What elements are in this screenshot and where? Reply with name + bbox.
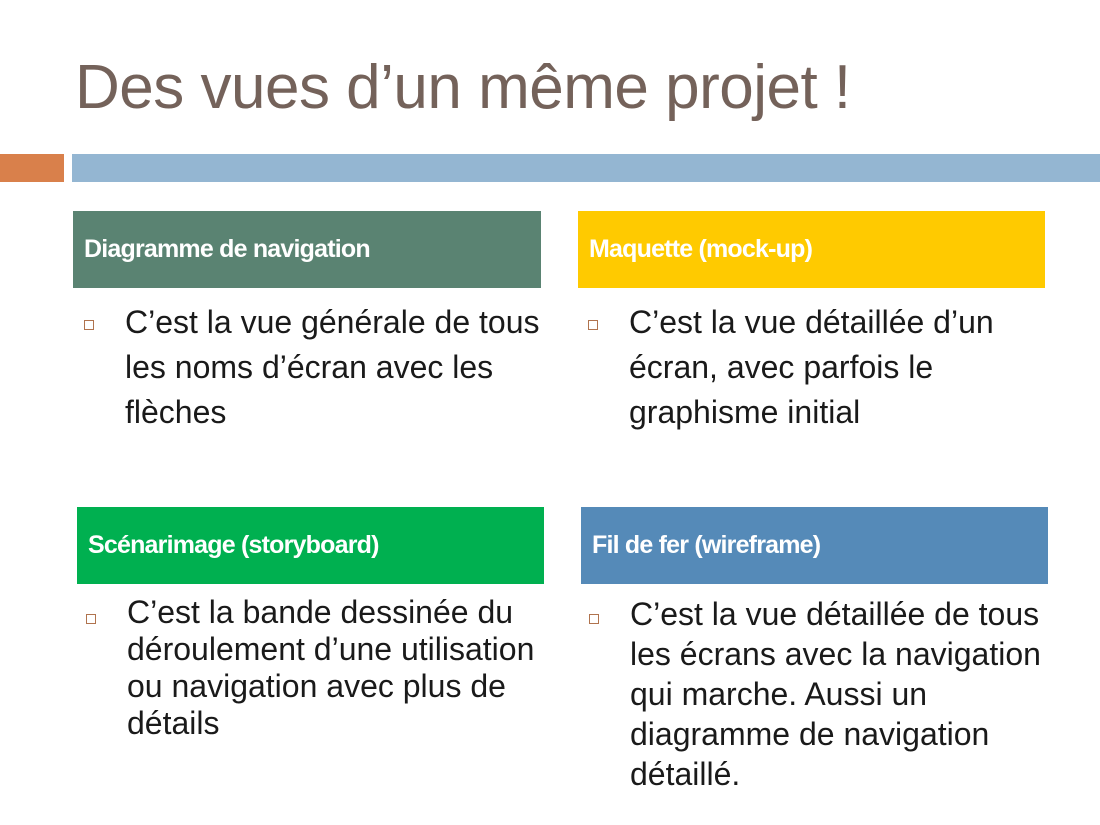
card-text: C’est la vue détaillée de tous les écrans avec la navigation qui marche. Aussi un diagramme de navigation détaillé. (630, 596, 1041, 792)
card-header-storyboard (77, 507, 544, 584)
card-body-storyboard (86, 594, 546, 742)
hollow-square-bullet-icon (589, 614, 599, 624)
card-body-wireframe (589, 594, 1049, 794)
card-text: C’est la bande dessinée du déroulement d’une utilisation ou navigation avec plus de détails (127, 594, 535, 741)
hollow-square-bullet-icon (86, 614, 96, 624)
accent-bar-left (0, 154, 64, 182)
card-body-mockup (588, 300, 1048, 435)
card-text: C’est la vue détaillée d’un écran, avec parfois le graphisme initial (629, 304, 994, 430)
card-header-wireframe (581, 507, 1048, 584)
card-header-label: Scénarimage (storyboard) (88, 531, 379, 559)
hollow-square-bullet-icon (588, 320, 598, 330)
card-text: C’est la vue générale de tous les noms d’écran avec les flèches (125, 304, 540, 430)
slide-title: Des vues d’un même projet ! (75, 53, 851, 122)
card-header-navigation-diagram (73, 211, 541, 288)
card-header-label: Maquette (mock-up) (589, 235, 813, 263)
hollow-square-bullet-icon (84, 320, 94, 330)
card-body-navigation-diagram (84, 300, 544, 435)
card-header-label: Fil de fer (wireframe) (592, 531, 821, 559)
accent-bar-right (72, 154, 1100, 182)
card-header-mockup (578, 211, 1045, 288)
card-header-label: Diagramme de navigation (84, 235, 370, 263)
